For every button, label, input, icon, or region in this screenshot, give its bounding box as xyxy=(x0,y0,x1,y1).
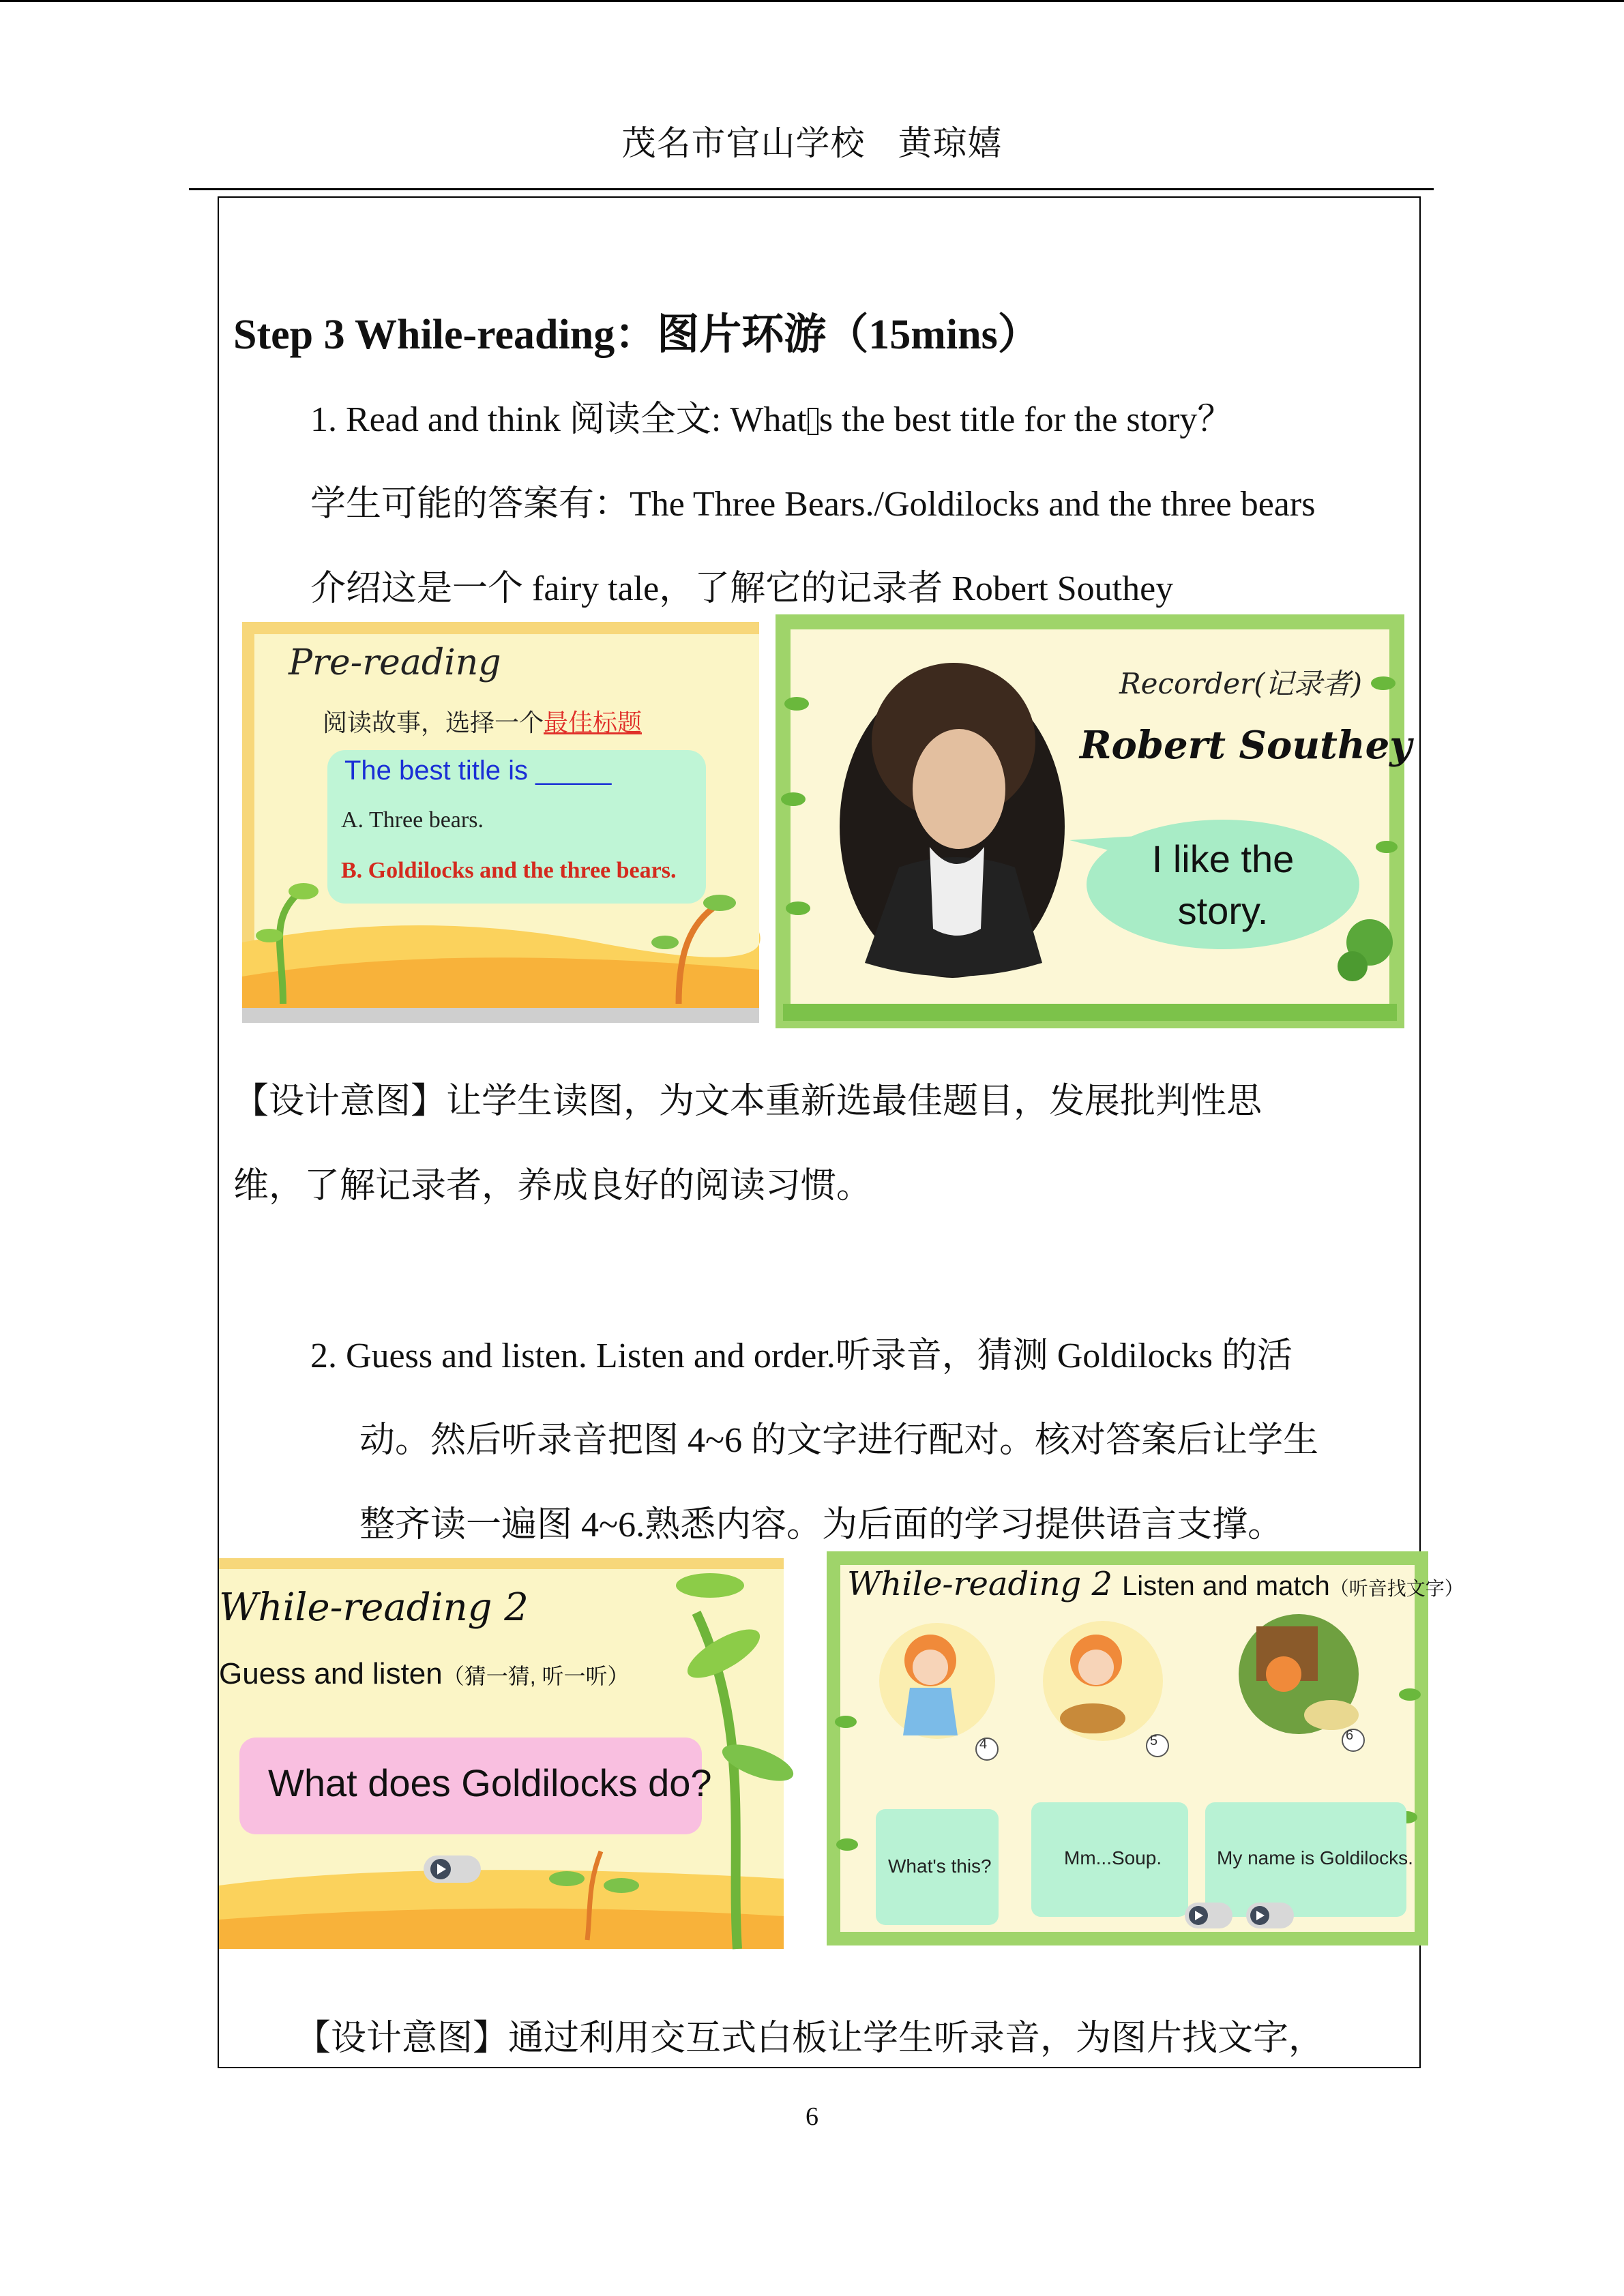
design-intent-1-line2: 维，了解记录者，养成良好的阅读习惯。 xyxy=(233,1167,872,1206)
prereading-question: The best title is _____ xyxy=(344,756,612,786)
recorder-name: Robert Southey xyxy=(1080,723,1412,768)
header-author: 黄琼嬉 xyxy=(898,124,1003,162)
match-subtitle-cn: （听音找文字） xyxy=(1329,1579,1464,1600)
design-intent-2-line1: 【设计意图】通过利用交互式白板让学生听录音，为图片找文字， xyxy=(295,2019,1325,2058)
slide-guess xyxy=(219,1558,784,1949)
slide-match xyxy=(833,1558,1464,1939)
prereading-instruction-highlight: 最佳标题 xyxy=(544,709,643,737)
item1-answers: 学生可能的答案有：The Three Bears./Goldilocks and the three bears xyxy=(310,485,1316,524)
guess-subtitle-cn: （猜一猜, 听一听） xyxy=(442,1664,630,1688)
match-pic-number: 4 xyxy=(979,1737,988,1752)
recorder-speech: I like the story. xyxy=(1151,837,1295,932)
guess-subtitle-en: Guess and listen xyxy=(219,1657,443,1690)
match-pic-number: 6 xyxy=(1346,1728,1354,1743)
prereading-option-a[interactable]: A. Three bears. xyxy=(341,807,484,833)
prereading-option-b[interactable]: B. Goldilocks and the three bears. xyxy=(341,858,677,883)
header-school: 茂名市官山学校 xyxy=(621,124,866,162)
slide-recorder xyxy=(783,622,1412,1021)
item2-line3: 整齐读一遍图 4~6.熟悉内容。为后面的学习提供语言支撑。 xyxy=(359,1506,1284,1545)
design-intent-1-line1: 【设计意图】让学生读图，为文本重新选最佳题目，发展批判性思 xyxy=(233,1082,1263,1121)
guess-title: While-reading 2 xyxy=(219,1585,529,1630)
recorder-label: Recorder(记录者) xyxy=(1119,667,1362,700)
top-rule xyxy=(0,0,1624,2)
slide-prereading xyxy=(242,622,759,1023)
match-subtitle: Listen and match xyxy=(1122,1571,1330,1601)
missing-glyph xyxy=(808,408,818,435)
prereading-instruction-text: 阅读故事，选择一个 xyxy=(323,709,544,737)
item2-line1: 2. Guess and listen. Listen and order.听录音，猜测 Goldilocks 的活 xyxy=(310,1337,1293,1375)
guess-question: What does Goldilocks do? xyxy=(268,1761,712,1804)
page-number: 6 xyxy=(806,2102,818,2131)
guess-subtitle xyxy=(219,1657,630,1691)
header-rule xyxy=(189,188,1434,190)
match-title-line xyxy=(847,1565,1464,1603)
page-header xyxy=(0,116,1624,165)
match-pic-number: 5 xyxy=(1150,1733,1158,1748)
prereading-instruction xyxy=(323,704,642,739)
prereading-title: Pre-reading xyxy=(289,642,501,683)
item1-intro: 介绍这是一个 fairy tale，了解它的记录者 Robert Southey xyxy=(310,569,1174,608)
slide-match-background xyxy=(833,1558,1421,1939)
match-card-text[interactable]: My name is Goldilocks. xyxy=(1217,1847,1413,1868)
match-title: While-reading 2 xyxy=(847,1565,1113,1603)
item1-line: 1. Read and think 阅读全文: What s the best title for the story？ xyxy=(310,400,1233,439)
step3-heading: Step 3 While-reading：图片环游（15mins） xyxy=(233,312,1040,358)
item2-line2: 动。然后听录音把图 4~6 的文字进行配对。核对答案后让学生 xyxy=(359,1421,1319,1460)
match-card-text[interactable]: What's this? xyxy=(888,1855,992,1877)
match-card-text[interactable]: Mm...Soup. xyxy=(1064,1847,1162,1868)
